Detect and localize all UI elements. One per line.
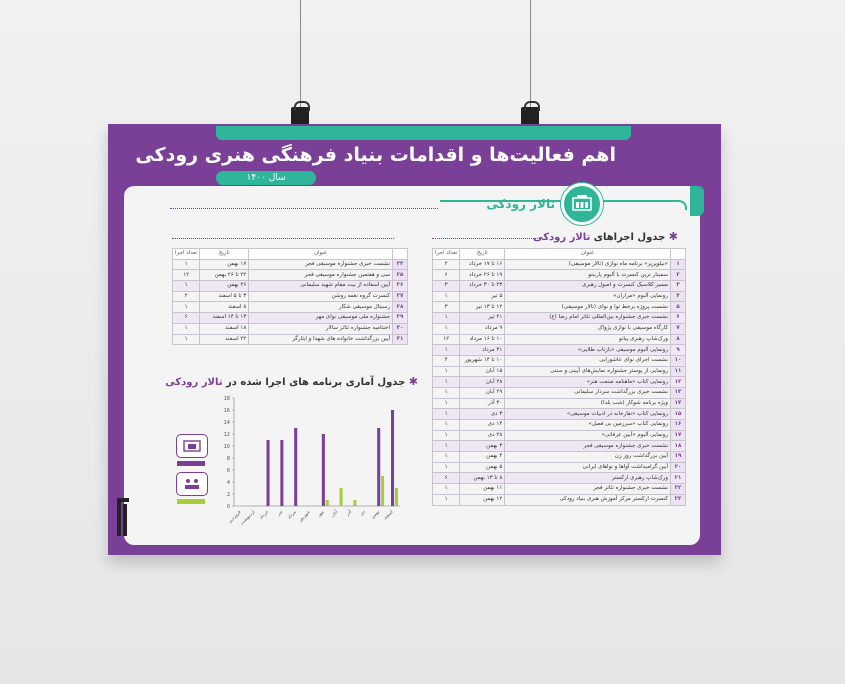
row-index: ۱۴ [671, 398, 686, 409]
row-count: ۲ [433, 259, 460, 270]
table-row [433, 387, 686, 398]
row-date: ۱۱ بهمن [460, 484, 505, 495]
table-row [433, 270, 686, 281]
row-date: ۳ بهمن [460, 441, 505, 452]
x-tick-label: اردیبهشت [239, 509, 257, 527]
y-tick-label: 12 [223, 432, 230, 438]
table-row [173, 270, 408, 281]
row-title: نشست پروژه برخط نوا و نوای (تالار موسیقی) [505, 302, 671, 313]
table-row [433, 420, 686, 431]
table-row [433, 462, 686, 473]
chart-bar [267, 440, 270, 506]
row-index: ۱۰ [671, 355, 686, 366]
row-count: ۱ [433, 441, 460, 452]
row-title: نشست خبری جشنواره موسیقی فجر [505, 441, 671, 452]
row-count: ۴ [433, 355, 460, 366]
legend-swatch-green [177, 499, 205, 504]
table-row [433, 430, 686, 441]
row-date: ۲۲ اسفند [200, 334, 249, 345]
count-header: تعداد اجرا [433, 249, 460, 260]
main-table-header [433, 249, 686, 260]
row-count: ۱ [173, 334, 200, 345]
row-title: آیین بزرگداشت خانواده های شهدا و ایثارگر [249, 334, 393, 345]
chart-legend [176, 434, 208, 510]
row-index: ۱۸ [671, 441, 686, 452]
row-date: ۲۲ تا ۲۶ بهمن [200, 270, 249, 281]
row-date: ۱۴ دی [460, 420, 505, 431]
row-index: ۲۰ [671, 462, 686, 473]
row-date: ۲۸ دی [460, 430, 505, 441]
table-row [433, 473, 686, 484]
table-row [433, 355, 686, 366]
index-header [671, 249, 686, 260]
row-date: ۲۹ آبان [460, 387, 505, 398]
row-index: ۲۹ [393, 313, 408, 324]
row-index: ۲۸ [393, 302, 408, 313]
chart-title-prefix: جدول آماری برنامه های اجرا شده در [225, 377, 406, 388]
table-row [433, 484, 686, 495]
row-date: ۱۷ بهمن [200, 259, 249, 270]
row-count: ۱ [433, 430, 460, 441]
table-row [173, 281, 408, 292]
row-title: آیین اسفاده از بیت مقام شهید سلیمانی [249, 281, 393, 292]
row-title: آیین بزرگداشت روز زن [505, 452, 671, 463]
star-icon: ✱ [408, 375, 418, 388]
title-tab [216, 126, 631, 140]
hall-label: تالار رودکی [486, 197, 555, 211]
chart-title [165, 375, 418, 388]
dotted-divider-main [432, 238, 540, 239]
chart-bar [381, 476, 384, 506]
x-tick-label: شهریور [298, 509, 312, 524]
row-index: ۵ [671, 302, 686, 313]
row-count: ۱۲ [433, 334, 460, 345]
poster-title: اهم فعالیت‌ها و اقدامات بنیاد فرهنگی هنری رودکی [135, 144, 616, 166]
row-title: ویژه برنامه شوکار (شب یلدا) [505, 398, 671, 409]
row-count: ۱ [433, 494, 460, 505]
row-date: ۱۰ تا ۱۴ شهریور [460, 355, 505, 366]
table-row [433, 345, 686, 356]
row-index: ۳۰ [393, 323, 408, 334]
table-row [433, 398, 686, 409]
row-date: ۸ تا ۱۳ بهمن [460, 473, 505, 484]
row-date: ۳ تا ۵ اسفند [200, 291, 249, 302]
row-title: جشنواره ملی موسیقی نوای مهر [249, 313, 393, 324]
row-title: رونمایی کتاب «سرزمین بی فصل» [505, 420, 671, 431]
table-row [173, 323, 408, 334]
row-index: ۱ [671, 259, 686, 270]
row-title: رونمایی از پوستر جشنواره نمایش‌های آیینی و سنتی [505, 366, 671, 377]
title-header: عنوان [505, 249, 671, 260]
row-index: ۶ [671, 313, 686, 324]
row-title: اختتامیه جشنواره تئاتر سالار [249, 323, 393, 334]
row-count: ۱ [433, 291, 460, 302]
row-index: ۱۵ [671, 409, 686, 420]
hanging-string-left [300, 0, 301, 112]
row-index: ۳ [671, 281, 686, 292]
year-pill: سال ۱۴۰۰ [216, 171, 316, 185]
row-count: ۱ [433, 409, 460, 420]
row-date: ۱۲ بهمن [460, 494, 505, 505]
table-row [433, 494, 686, 505]
index-header [393, 249, 408, 260]
row-title: ورک‌شاپ رهبری پیانو [505, 334, 671, 345]
row-index: ۲۵ [393, 270, 408, 281]
table-row [173, 259, 408, 270]
x-tick-label: مرداد [286, 509, 298, 521]
row-count: ۱ [173, 259, 200, 270]
y-tick-label: 6 [226, 468, 230, 474]
row-date: ۲۸ آبان [460, 377, 505, 388]
y-tick-label: 10 [223, 444, 230, 450]
row-date: ۵ بهمن [460, 462, 505, 473]
table-row [433, 441, 686, 452]
row-title: رونمایی آلبوم «آیین عرفانی» [505, 430, 671, 441]
row-title: «نیلوپرپر» برنامه ماه نوازی (تالار موسیقی) [505, 259, 671, 270]
table-row [173, 302, 408, 313]
x-tick-label: مهر [316, 509, 326, 519]
row-date: ۱۲ تا ۱۳ تیر [460, 302, 505, 313]
chart-bar [353, 500, 356, 506]
row-index: ۲۶ [393, 281, 408, 292]
row-date: ۲۱ تیر [460, 313, 505, 324]
row-index: ۲۱ [671, 473, 686, 484]
row-index: ۲۴ [393, 259, 408, 270]
row-count: ۱۲ [173, 270, 200, 281]
row-title: نشست خبری جشنواره تئاتر فجر [505, 484, 671, 495]
date-header: تاریخ [460, 249, 505, 260]
row-index: ۲۷ [393, 291, 408, 302]
table-row [433, 291, 686, 302]
row-date: ۱۹ تا ۲۶ خرداد [460, 270, 505, 281]
row-title: ورک‌شاپ رهبری ارکستر [505, 473, 671, 484]
row-count: ۱ [173, 302, 200, 313]
row-index: ۸ [671, 334, 686, 345]
row-title: نشست خبری بزرگداشت سردار سلیمانی [505, 387, 671, 398]
row-title: سمینار ترین کنسرت با آلبوم پارینتو [505, 270, 671, 281]
row-title: رونمایی آلبوم موسیقی «بازتاب طلایی» [505, 345, 671, 356]
chart-title-accent: تالار رودکی [165, 377, 223, 388]
row-index: ۱۳ [671, 387, 686, 398]
table-row [433, 302, 686, 313]
chart-bar [340, 488, 343, 506]
row-date: ۵ تیر [460, 291, 505, 302]
row-count: ۳ [433, 302, 460, 313]
y-tick-label: 0 [226, 504, 230, 510]
row-title: کارگاه موسیقی با نوازی پژواک [505, 323, 671, 334]
table-row [433, 452, 686, 463]
y-tick-label: 18 [223, 396, 230, 402]
y-tick-label: 16 [223, 408, 230, 414]
x-tick-label: دی [359, 509, 367, 518]
x-tick-label: اسفند [383, 509, 395, 522]
row-count: ۱ [173, 323, 200, 334]
row-title: رسیتال موسیقی شکار [249, 302, 393, 313]
date-header: تاریخ [200, 249, 249, 260]
x-tick-label: فروردین [227, 509, 243, 525]
row-date: ۱۵ آبان [460, 366, 505, 377]
hall-logo-icon [561, 183, 603, 225]
x-tick-label: بهمن [370, 509, 381, 521]
x-tick-label: آذر [345, 509, 353, 518]
row-count: ۱ [433, 420, 460, 431]
chart-bar [326, 500, 329, 506]
row-date: ۸ اسفند [200, 302, 249, 313]
table-row [173, 334, 408, 345]
row-count: ۱ [173, 281, 200, 292]
row-index: ۱۷ [671, 430, 686, 441]
row-index: ۱۹ [671, 452, 686, 463]
row-count: ۱ [433, 323, 460, 334]
row-date: ۴ بهمن [460, 452, 505, 463]
side-table-header [173, 249, 408, 260]
row-count: ۱ [433, 484, 460, 495]
table-row [433, 366, 686, 377]
legend-swatch-purple [177, 461, 205, 466]
row-index: ۲۳ [671, 494, 686, 505]
star-icon: ✱ [668, 230, 678, 243]
row-count: ۱ [433, 452, 460, 463]
row-title: نشست خبری جشنواره بین‌المللی تئاتر امام رضا (ع) [505, 313, 671, 324]
row-index: ۷ [671, 323, 686, 334]
row-date: ۱۸ اسفند [200, 323, 249, 334]
row-count: ۲ [173, 291, 200, 302]
y-tick-label: 4 [226, 480, 230, 486]
row-date: ۳۰ آذر [460, 398, 505, 409]
title-header: عنوان [249, 249, 393, 260]
main-table-title-accent: تالار رودکی [533, 232, 591, 243]
table-row [173, 313, 408, 324]
row-count: ۱ [433, 345, 460, 356]
row-count: ۱ [433, 366, 460, 377]
count-header: تعداد اجرا [173, 249, 200, 260]
table-row [173, 291, 408, 302]
audience-icon [176, 472, 208, 496]
row-index: ۱۱ [671, 366, 686, 377]
row-count: ۱ [433, 398, 460, 409]
dotted-divider-top [170, 208, 438, 209]
y-tick-label: 14 [223, 420, 230, 426]
row-index: ۹ [671, 345, 686, 356]
chart-bar [377, 428, 380, 506]
row-title: رونمایی کتاب «ماهنامه صنعت هنر» [505, 377, 671, 388]
monthly-performance-chart [214, 392, 406, 532]
row-title: مسیر کلاسیک کنسرت و اصول رهبری [505, 281, 671, 292]
main-table-title-prefix: جدول اجراهای [593, 232, 666, 243]
row-title: آیین گرامیداشت آواها و نواهای ایرانی [505, 462, 671, 473]
side-performances-table [172, 248, 408, 345]
main-performances-table [432, 248, 686, 506]
row-title: کنسرت ارکستر مرکز آموزش هنری بنیاد رودکی [505, 494, 671, 505]
row-count: ۱ [433, 377, 460, 388]
row-index: ۳۱ [393, 334, 408, 345]
stage-icon [176, 434, 208, 458]
table-row [433, 377, 686, 388]
row-index: ۲ [671, 270, 686, 281]
row-index: ۲۲ [671, 484, 686, 495]
chart-bar [395, 488, 398, 506]
row-date: ۳۱ مرداد [460, 345, 505, 356]
row-date: ۹ مرداد [460, 323, 505, 334]
row-title: نشست خبری جشنواره موسیقی فجر [249, 259, 393, 270]
y-tick-label: 2 [226, 492, 230, 498]
row-title: سی و هفتمین جشنواره موسیقی فجر [249, 270, 393, 281]
table-row [433, 259, 686, 270]
row-count: ۶ [433, 270, 460, 281]
table-row [433, 323, 686, 334]
row-count: ۶ [173, 313, 200, 324]
main-table-title [533, 230, 678, 243]
row-index: ۴ [671, 291, 686, 302]
table-row [433, 334, 686, 345]
chart-bar [294, 428, 297, 506]
x-tick-label: آبان [330, 509, 340, 519]
row-date: ۱۳ تا ۱۴ اسفند [200, 313, 249, 324]
row-date: ۲۳ تا ۳۰ خرداد [460, 281, 505, 292]
table-row [433, 313, 686, 324]
row-date: ۱۶ تا ۱۷ خرداد [460, 259, 505, 270]
row-date: ۲۶ بهمن [200, 281, 249, 292]
hanging-string-right [530, 0, 531, 112]
row-date: ۳ دی [460, 409, 505, 420]
row-title: رونمایی آلبوم «مراران» [505, 291, 671, 302]
row-count: ۱ [433, 313, 460, 324]
row-index: ۱۶ [671, 420, 686, 431]
chart-bar [280, 440, 283, 506]
y-tick-label: 8 [226, 456, 230, 462]
chart-bar [391, 410, 394, 506]
corner-tab [690, 186, 704, 216]
row-count: ۳ [433, 281, 460, 292]
x-tick-label: تیر [276, 509, 284, 518]
row-count: ۱ [433, 387, 460, 398]
row-date: ۱۰ تا ۱۶ مرداد [460, 334, 505, 345]
row-count: ۱ [433, 462, 460, 473]
foundation-logo-icon [114, 496, 132, 540]
table-row [433, 281, 686, 292]
chart-bar [322, 434, 325, 506]
row-title: رونمایی کتاب «نقارخانه در ادبیات موسیقی» [505, 409, 671, 420]
row-title: کنسرت گروه نغمه روشن [249, 291, 393, 302]
dotted-divider-side [172, 238, 394, 239]
x-tick-label: خرداد [259, 509, 270, 521]
row-title: نشست اجرای نوای عاشورایی [505, 355, 671, 366]
row-count: ۶ [433, 473, 460, 484]
table-row [433, 409, 686, 420]
row-index: ۱۲ [671, 377, 686, 388]
